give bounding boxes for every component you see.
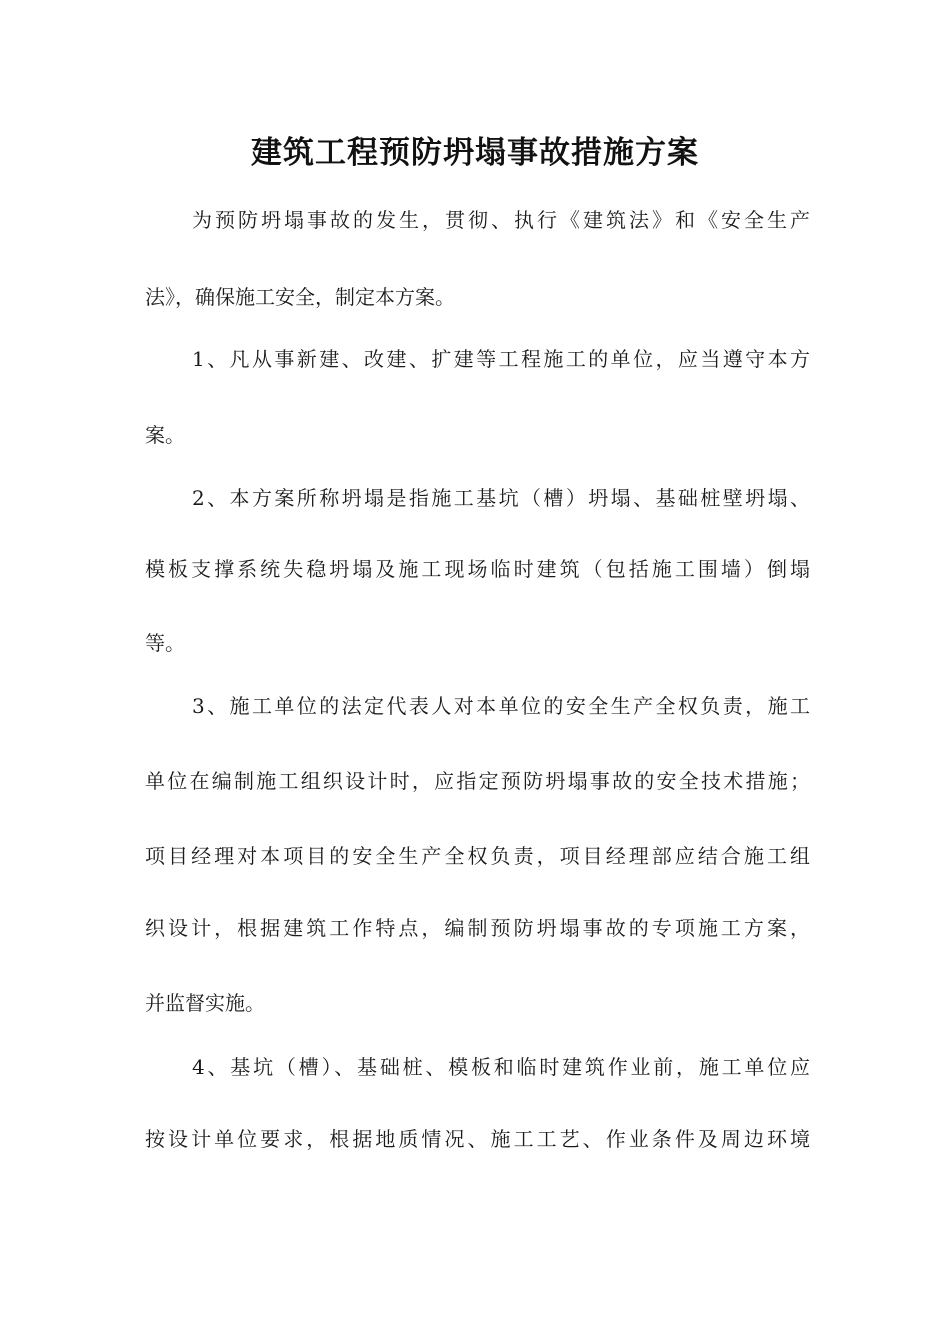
paragraph-line: 1、凡从事新建、改建、扩建等工程施工的单位，应当遵守本方 [192,347,810,371]
paragraph-line: 法》，确保施工安全，制定本方案。 [145,285,455,309]
paragraph-line: 为预防坍塌事故的发生，贯彻、执行《建筑法》和《安全生产 [192,208,810,232]
paragraph-line: 按设计单位要求，根据地质情况、施工工艺、作业条件及周边环境 [145,1127,810,1151]
paragraph-line: 2、本方案所称坍塌是指施工基坑（槽）坍塌、基础桩壁坍塌、 [192,486,810,510]
paragraph-line: 织设计，根据建筑工作特点，编制预防坍塌事故的专项施工方案， [145,916,810,940]
paragraph-line: 模板支撑系统失稳坍塌及施工现场临时建筑（包括施工围墙）倒塌 [145,557,810,581]
paragraph-line: 项目经理对本项目的安全生产全权负责，项目经理部应结合施工组 [145,844,810,868]
document-title: 建筑工程预防坍塌事故措施方案 [251,135,699,171]
paragraph-line: 案。 [145,423,185,447]
paragraph-line: 并监督实施。 [145,991,265,1015]
paragraph-line: 单位在编制施工组织设计时，应指定预防坍塌事故的安全技术措施； [145,769,810,793]
paragraph-line: 4、基坑（槽）、基础桩、模板和临时建筑作业前，施工单位应 [192,1055,810,1079]
paragraph-line: 3、施工单位的法定代表人对本单位的安全生产全权负责，施工 [192,694,810,718]
paragraph-line: 等。 [145,631,185,655]
